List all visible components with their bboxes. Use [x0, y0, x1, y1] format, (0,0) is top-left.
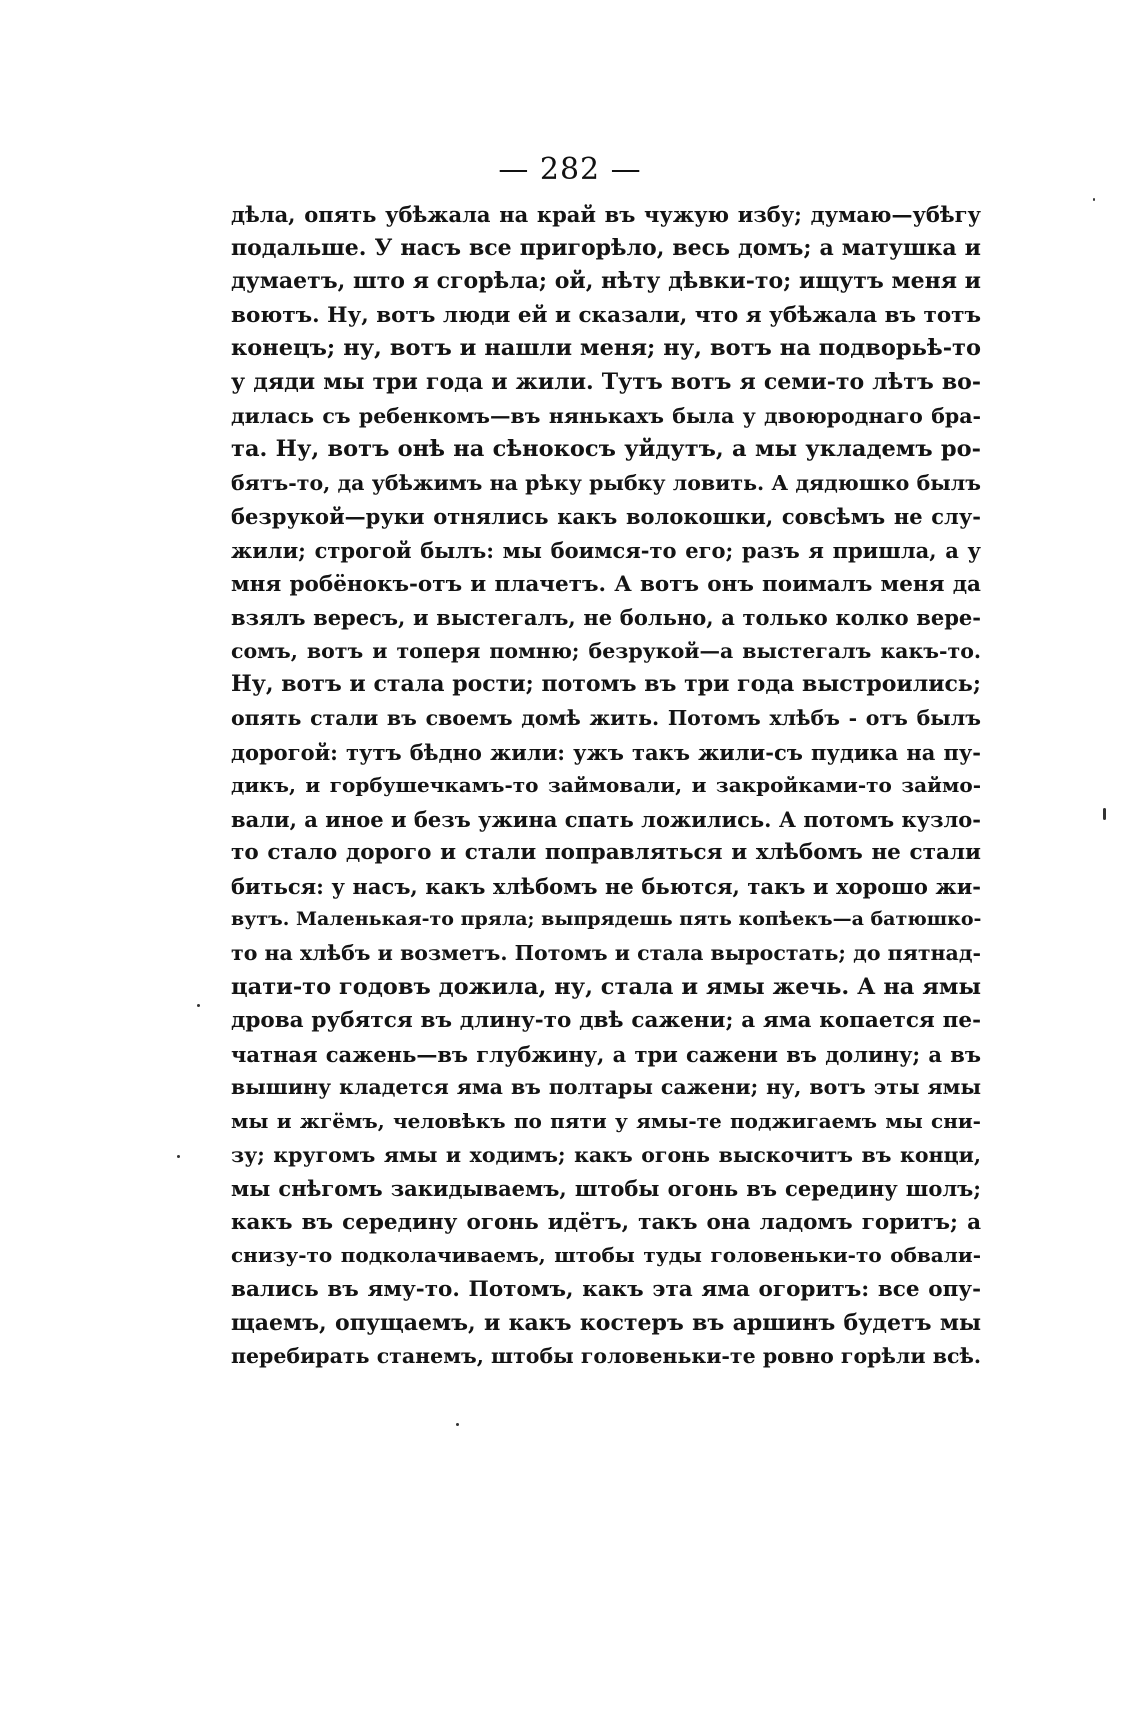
page-number: — 282 — — [498, 152, 642, 187]
text-line: воютъ. Ну, вотъ люди ей и сказали, что я убѣжала въ тотъ — [231, 302, 981, 328]
text-line: вутъ. Маленькая-то пряла; выпрядешь пять копѣекъ—а батюшко- — [231, 908, 981, 931]
text-line: какъ въ середину огонь идётъ, такъ она ладомъ горитъ; а — [231, 1209, 981, 1235]
text-line: то на хлѣбъ и возметъ. Потомъ и стала выростать; до пятнад- — [231, 941, 981, 966]
margin-speck — [177, 1155, 180, 1158]
text-line: мы снѣгомъ закидываемъ, штобы огонь въ середину шолъ; — [231, 1176, 981, 1202]
text-line: у дяди мы три года и жили. Тутъ вотъ я семи-то лѣтъ во- — [231, 368, 981, 395]
text-line: дѣла, опять убѣжала на край въ чужую избу; думаю—убѣгу — [231, 202, 981, 227]
text-line: дорогой: тутъ бѣдно жили: ужъ такъ жили-съ пудика на пу- — [231, 739, 981, 765]
text-line: бятъ-то, да убѣжимъ на рѣку рыбку ловить. А дядюшко былъ — [231, 470, 981, 495]
text-line: зу; кругомъ ямы и ходимъ; какъ огонь выскочитъ въ конци, — [231, 1142, 981, 1167]
text-line: биться: у насъ, какъ хлѣбомъ не бьются, такъ и хорошо жи- — [231, 873, 981, 899]
text-line: Ну, вотъ и стала рости; потомъ въ три года выстроились; — [231, 671, 981, 698]
text-line: мы и жгёмъ, человѣкъ по пяти у ямы-те поджигаемъ мы сни- — [231, 1109, 981, 1134]
margin-speck — [1103, 808, 1106, 820]
text-line: опять стали въ своемъ домѣ жить. Потомъ хлѣбъ - отъ былъ — [231, 705, 981, 730]
text-line: вались въ яму-то. Потомъ, какъ эта яма огоритъ: все опу- — [231, 1277, 981, 1302]
text-line: подальше. У насъ все пригорѣло, весь домъ; а матушка и — [231, 234, 981, 261]
text-line: думаетъ, што я сгорѣла; ой, нѣту дѣвки-то; ищутъ меня и — [231, 268, 981, 295]
text-line: снизу-то подколачиваемъ, штобы туды головеньки-то обвали- — [231, 1243, 981, 1268]
text-line: сомъ, вотъ и топеря помню; безрукой—а выстегалъ какъ-то. — [231, 638, 981, 663]
text-line: дрова рубятся въ длину-то двѣ сажени; а яма копается пе- — [231, 1008, 981, 1034]
text-line: цати-то годовъ дожила, ну, стала и ямы жечь. А на ямы — [231, 973, 981, 1000]
margin-speck — [197, 1004, 200, 1007]
body-text — [231, 198, 981, 1374]
margin-speck — [456, 1423, 459, 1426]
text-line: мня робёнокъ-отъ и плачетъ. А вотъ онъ поималъ меня да — [231, 571, 981, 597]
text-line: дилась съ ребенкомъ—въ нянькахъ была у двоюроднаго бра- — [231, 403, 981, 428]
text-line: вышину кладется яма въ полтары сажени; ну, вотъ эты ямы — [231, 1075, 981, 1100]
text-line: то стало дорого и стали поправляться и хлѣбомъ не стали — [231, 840, 981, 866]
text-line: чатная сажень—въ глубжину, а три сажени въ долину; а въ — [231, 1041, 981, 1067]
text-line: вали, а иное и безъ ужина спать ложились. А потомъ кузло- — [231, 806, 981, 832]
margin-speck — [1093, 198, 1095, 201]
text-line: щаемъ, опущаемъ, и какъ костеръ въ аршинъ будетъ мы — [231, 1309, 981, 1336]
text-line: дикъ, и горбушечкамъ-то займовали, и закройками-то займо- — [231, 773, 981, 798]
text-line: взялъ вересъ, и выстегалъ, не больно, а только колко вере- — [231, 605, 981, 631]
text-line: жили; строгой былъ: мы боимся-то его; разъ я пришла, а у — [231, 537, 981, 563]
text-line: безрукой—руки отнялись какъ волокошки, совсѣмъ не слу- — [231, 504, 981, 530]
text-line: та. Ну, вотъ онѣ на сѣнокосъ уйдутъ, а мы укладемъ ро- — [231, 436, 981, 463]
text-line: конецъ; ну, вотъ и нашли меня; ну, вотъ на подворьѣ-то — [231, 335, 981, 362]
text-line: перебирать станемъ, штобы головеньки-те ровно горѣли всѣ. — [231, 1344, 981, 1369]
